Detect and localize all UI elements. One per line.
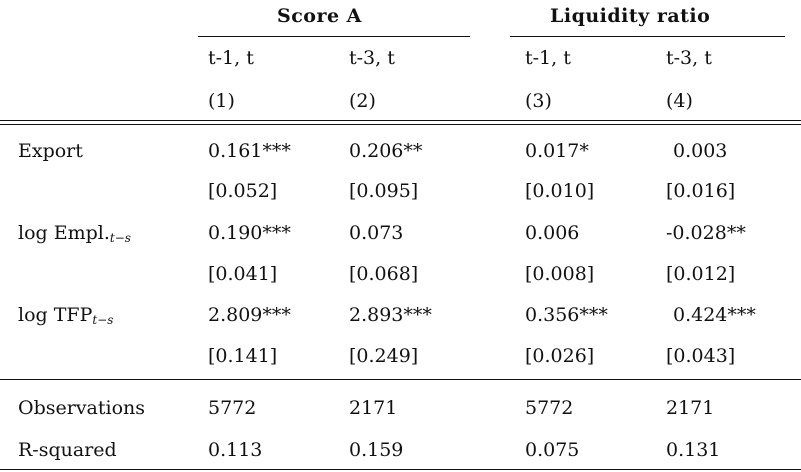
- column-number-2: (2): [349, 90, 376, 112]
- header-double-rule-bottom: [0, 124, 801, 125]
- coef-log-empl-4: -0.028**: [666, 222, 746, 244]
- se-log-tfp-2: [0.249]: [349, 345, 419, 367]
- coef-log-tfp-4: 0.424***: [673, 304, 756, 326]
- column-number-4: (4): [666, 90, 693, 112]
- coef-export-4: 0.003: [673, 140, 728, 162]
- coef-log-empl-3: 0.006: [525, 222, 580, 244]
- row-label-log-tfp: [18, 304, 113, 326]
- coef-export-2: 0.206**: [349, 140, 423, 162]
- row-label-log-empl: [18, 222, 131, 244]
- row-label-log-tfp-subscript: t−s: [92, 313, 114, 327]
- window-header-1: t-1, t: [208, 47, 254, 69]
- stat-observations-2: 2171: [349, 397, 398, 419]
- window-header-3: t-1, t: [525, 47, 571, 69]
- stat-r-squared-3: 0.075: [525, 439, 580, 461]
- coef-export-3: 0.017*: [525, 140, 589, 162]
- window-header-4: t-3, t: [666, 47, 712, 69]
- stat-r-squared-1: 0.113: [208, 439, 263, 461]
- group-header-score-a: Score A: [277, 5, 362, 27]
- stat-observations-3: 5772: [525, 397, 574, 419]
- stat-observations-4: 2171: [666, 397, 715, 419]
- row-label-log-empl-subscript: t−s: [109, 231, 131, 245]
- coef-log-empl-1: 0.190***: [208, 222, 291, 244]
- se-log-empl-4: [0.012]: [666, 263, 736, 285]
- stat-label-observations: Observations: [18, 397, 146, 419]
- se-log-tfp-1: [0.141]: [208, 345, 278, 367]
- column-number-1: (1): [208, 90, 235, 112]
- coef-log-empl-2: 0.073: [349, 222, 404, 244]
- se-export-1: [0.052]: [208, 180, 278, 202]
- group-rule-score-a: [198, 36, 470, 37]
- stat-r-squared-2: 0.159: [349, 439, 404, 461]
- se-log-empl-1: [0.041]: [208, 263, 278, 285]
- se-export-4: [0.016]: [666, 180, 736, 202]
- window-header-2: t-3, t: [349, 47, 395, 69]
- bottom-rule: [0, 469, 801, 470]
- stat-observations-1: 5772: [208, 397, 257, 419]
- coef-export-1: 0.161***: [208, 140, 291, 162]
- column-number-3: (3): [525, 90, 552, 112]
- coef-log-tfp-2: 2.893***: [349, 304, 432, 326]
- coef-log-tfp-1: 2.809***: [208, 304, 291, 326]
- stat-r-squared-4: 0.131: [666, 439, 721, 461]
- stat-label-r-squared: R-squared: [18, 439, 117, 461]
- stats-rule: [0, 379, 801, 380]
- row-label-log-empl-text: log Empl.: [18, 222, 110, 244]
- se-log-empl-3: [0.008]: [525, 263, 595, 285]
- se-log-empl-2: [0.068]: [349, 263, 419, 285]
- coef-log-tfp-3: 0.356***: [525, 304, 608, 326]
- row-label-log-tfp-text: log TFP: [18, 304, 93, 326]
- header-double-rule-top: [0, 120, 801, 121]
- se-log-tfp-4: [0.043]: [666, 345, 736, 367]
- group-header-liquidity-ratio: Liquidity ratio: [550, 5, 711, 27]
- se-export-3: [0.010]: [525, 180, 595, 202]
- row-label-export: Export: [18, 140, 83, 162]
- se-export-2: [0.095]: [349, 180, 419, 202]
- se-log-tfp-3: [0.026]: [525, 345, 595, 367]
- group-rule-liquidity-ratio: [510, 36, 785, 37]
